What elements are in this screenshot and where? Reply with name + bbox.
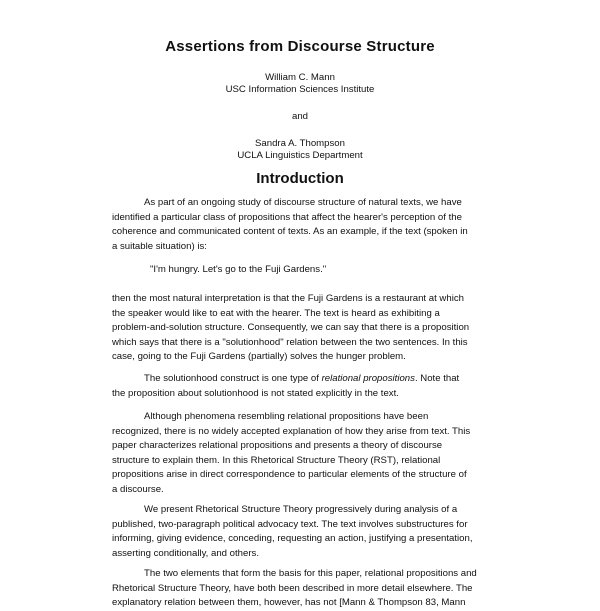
paragraph-line: a discourse.: [112, 483, 164, 495]
paragraph-line: We present Rhetorical Structure Theory progressively during analysis of a: [144, 504, 458, 515]
paragraph-line: which says that there is a "solutionhood" relation between the two sentences. In this: [112, 336, 468, 348]
paragraph-line: The two elements that form the basis for this paper, relational propositions and: [144, 568, 477, 579]
paragraph-line: explanatory relation between them, however, has not [Mann & Thompson 83, Mann: [112, 597, 466, 608]
paragraph-text: . Note that: [414, 373, 460, 384]
paragraph-line: the proposition about solutionhood is not stated explicitly in the text.: [112, 387, 399, 399]
paragraph-4: [112, 410, 496, 497]
author-1-name: William C. Mann: [265, 72, 335, 83]
author-2-name: Sandra A. Thompson: [255, 138, 345, 149]
paragraph-line: case, going to the Fuji Gardens (partially) solves the hunger problem.: [112, 351, 406, 362]
author-2-affiliation: UCLA Linguistics Department: [237, 150, 363, 161]
paragraph-2: [112, 292, 496, 365]
paragraph-line: identified a particular class of propositions that affect the hearer's perception of the: [112, 211, 462, 223]
emphasized-term: relational propositions: [321, 373, 415, 384]
section-heading: Introduction: [256, 170, 344, 187]
paragraph-line: recognized, there is no widely accepted explanation of how they arise from text. This: [112, 425, 471, 437]
paragraph-1: [112, 196, 496, 254]
paragraph-6: [112, 567, 496, 611]
paragraph-line: structure to explain them. In this Rhetorical Structure Theory (RST), relational: [112, 454, 441, 466]
author-1-affiliation: USC Information Sciences Institute: [225, 84, 375, 95]
paragraph-line: Although phenomena resembling relational propositions have been: [144, 411, 429, 422]
paragraph-line: coherence and communicated content of texts. As an example, if the text (spoken in: [112, 226, 468, 237]
paragraph-line: problem-and-solution structure. Consequently, we can say that there is a proposition: [112, 322, 470, 333]
paragraph-line: propositions arise in direct correspondence to particular elements of the structure of: [112, 469, 467, 480]
example-quote: "I'm hungry. Let's go to the Fuji Gardens.": [150, 264, 327, 275]
paper-title: Assertions from Discourse Structure: [165, 38, 435, 55]
paragraph-line: published, two-paragraph political advocacy text. The text involves substructures for: [112, 518, 468, 530]
paragraph-text: The solutionhood construct is one type of: [144, 373, 322, 384]
paragraph-line: a suitable situation) is:: [112, 240, 207, 252]
paragraph-line: informing, giving evidence, conceding, requesting an action, justifying a presentation,: [112, 533, 473, 544]
paragraph-3: [112, 372, 496, 401]
paragraph-line: As part of an ongoing study of discourse structure of natural texts, we have: [144, 197, 462, 208]
author-connector: and: [291, 111, 308, 122]
paragraph-line: Rhetorical Structure Theory, have both been described in more detail elsewhere. The: [112, 582, 473, 594]
paragraph-line: the speaker would like to eat with the hearer. The text is heard as exhibiting a: [112, 307, 440, 319]
paragraph-5: [112, 503, 496, 561]
paragraph-line: asserting conditionally, and others.: [112, 547, 260, 559]
paragraph-line: [112, 372, 496, 387]
paragraph-line: paper characterizes relational propositions and presents a theory of discourse: [112, 440, 443, 451]
paragraph-line: then the most natural interpretation is that the Fuji Gardens is a restaurant at which: [112, 293, 464, 304]
